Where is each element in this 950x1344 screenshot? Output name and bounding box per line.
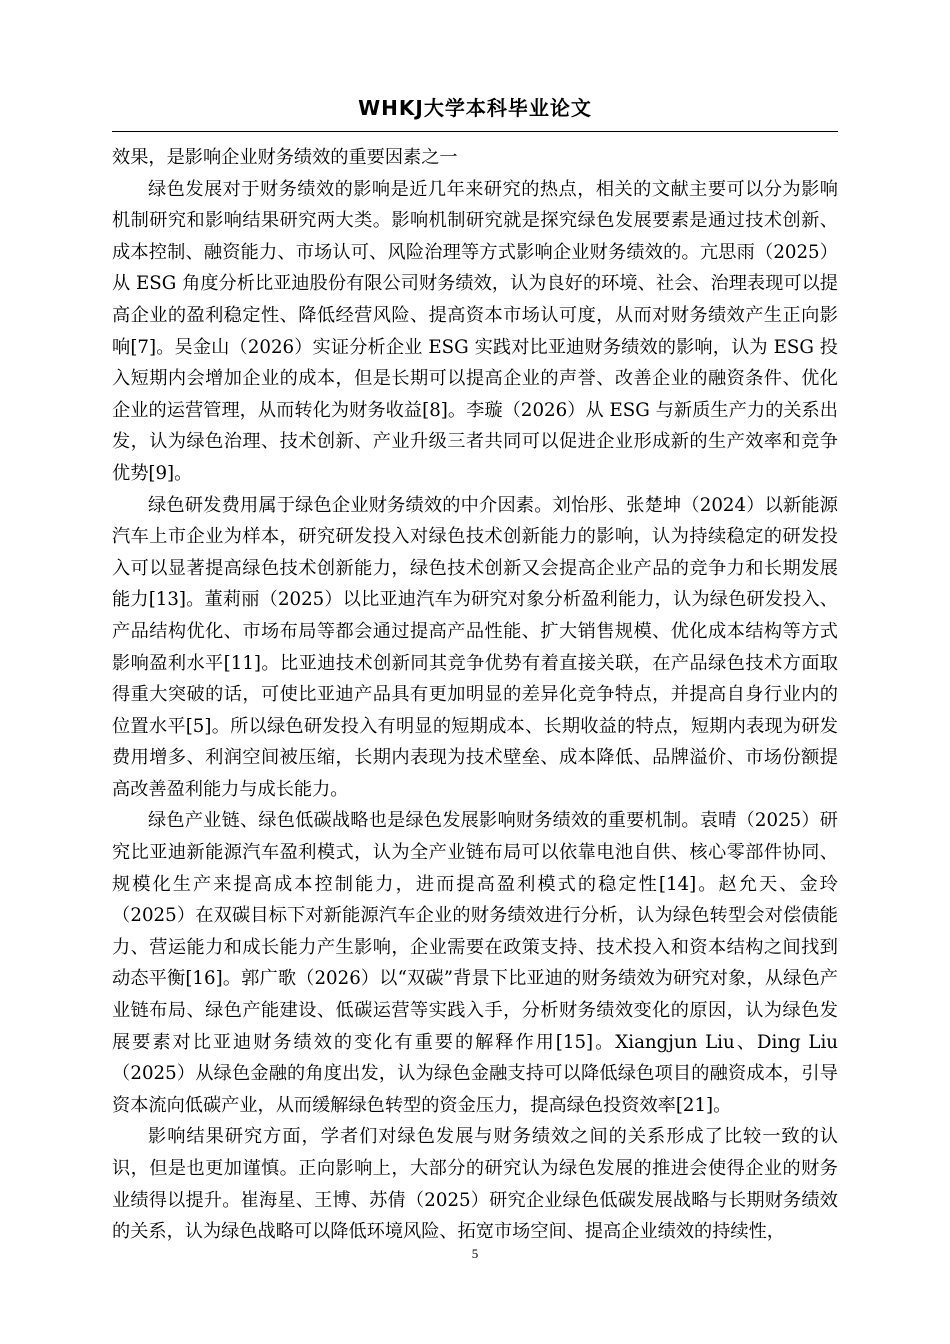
document-body	[112, 142, 838, 1248]
header-rule	[112, 131, 838, 132]
paragraph: 效果，是影响企业财务绩效的重要因素之一	[112, 147, 458, 168]
paragraph: 绿色研发费用属于绿色企业财务绩效的中介因素。刘怡彤、张楚坤（2024）以新能源汽车上市企业为样本，研究研发投入对绿色技术创新能力的影响，认为持续稳定的研发投入可以显著提高绿色技术创新能力，绿色技术创新又会提高企业产品的竞争力和长期发展能力[13]。董莉丽（2025）以比亚迪汽车为研究对象分析盈利能力，认为绿色研发投入、产品结构优化、市场布局等都会通过提高产品性能、扩大销售规模、优化成本结构等方式影响盈利水平[11]。比亚迪技术创新同其竞争优势有着直接关联，在产品绿色技术方面取得重大突破的话，可使比亚迪产品具有更加明显的差异化竞争特点，并提高自身行业内的位置水平[5]。所以绿色研发投入有明显的短期成本、长期收益的特点，短期内表现为研发费用增多、利润空间被压缩，长期内表现为技术壁垒、成本降低、品牌溢价、市场份额提高改善盈利能力与成长能力。	[112, 494, 838, 800]
paragraph: 绿色产业链、绿色低碳战略也是绿色发展影响财务绩效的重要机制。袁晴（2025）研究比亚迪新能源汽车盈利模式，认为全产业链布局可以依靠电池自供、核心零部件协同、规模化生产来提高成本控制能力，进而提高盈利模式的稳定性[14]。赵允天、金玲（2025）在双碳目标下对新能源汽车企业的财务绩效进行分析，认为绿色转型会对偿债能力、营运能力和成长能力产生影响，企业需要在政策支持、技术投入和资本结构之间找到动态平衡[16]。郭广歌（2026）以“双碳”背景下比亚迪的财务绩效为研究对象，从绿色产业链布局、绿色产能建设、低碳运营等实践入手，分析财务绩效变化的原因，认为绿色发展要素对比亚迪财务绩效的变化有重要的解释作用[15]。Xiangjun Liu、Ding Liu（2025）从绿色金融的角度出发，认为绿色金融支持可以降低绿色项目的融资成本，引导资本流向低碳产业，从而缓解绿色转型的资金压力，提高绿色投资效率[21]。	[112, 810, 838, 1116]
paragraph: 影响结果研究方面，学者们对绿色发展与财务绩效之间的关系形成了比较一致的认识，但是也更加谨慎。正向影响上，大部分的研究认为绿色发展的推进会使得企业的财务业绩得以提升。崔海星、王博、苏倩（2025）研究企业绿色低碳发展战略与长期财务绩效的关系，认为绿色战略可以降低环境风险、拓宽市场空间、提高企业绩效的持续性，	[112, 1126, 838, 1243]
paragraph: 绿色发展对于财务绩效的影响是近几年来研究的热点，相关的文献主要可以分为影响机制研究和影响结果研究两大类。影响机制研究就是探究绿色发展要素是通过技术创新、成本控制、融资能力、市场认可、风险治理等方式影响企业财务绩效的。亢思雨（2025）从 ESG 角度分析比亚迪股份有限公司财务绩效，认为良好的环境、社会、治理表现可以提高企业的盈利稳定性、降低经营风险、提高资本市场认可度，从而对财务绩效产生正向影响[7]。吴金山（2026）实证分析企业 ESG 实践对比亚迪财务绩效的影响，认为 ESG 投入短期内会增加企业的成本，但是长期可以提高企业的声誉、改善企业的融资条件、优化企业的运营管理，从而转化为财务收益[8]。李璇（2026）从 ESG 与新质生产力的关系出发，认为绿色治理、技术创新、产业升级三者共同可以促进企业形成新的生产效率和竞争优势[9]。	[112, 178, 838, 484]
document-header: WHKJ大学本科毕业论文	[358, 96, 592, 120]
page-number: 5	[471, 1246, 479, 1261]
